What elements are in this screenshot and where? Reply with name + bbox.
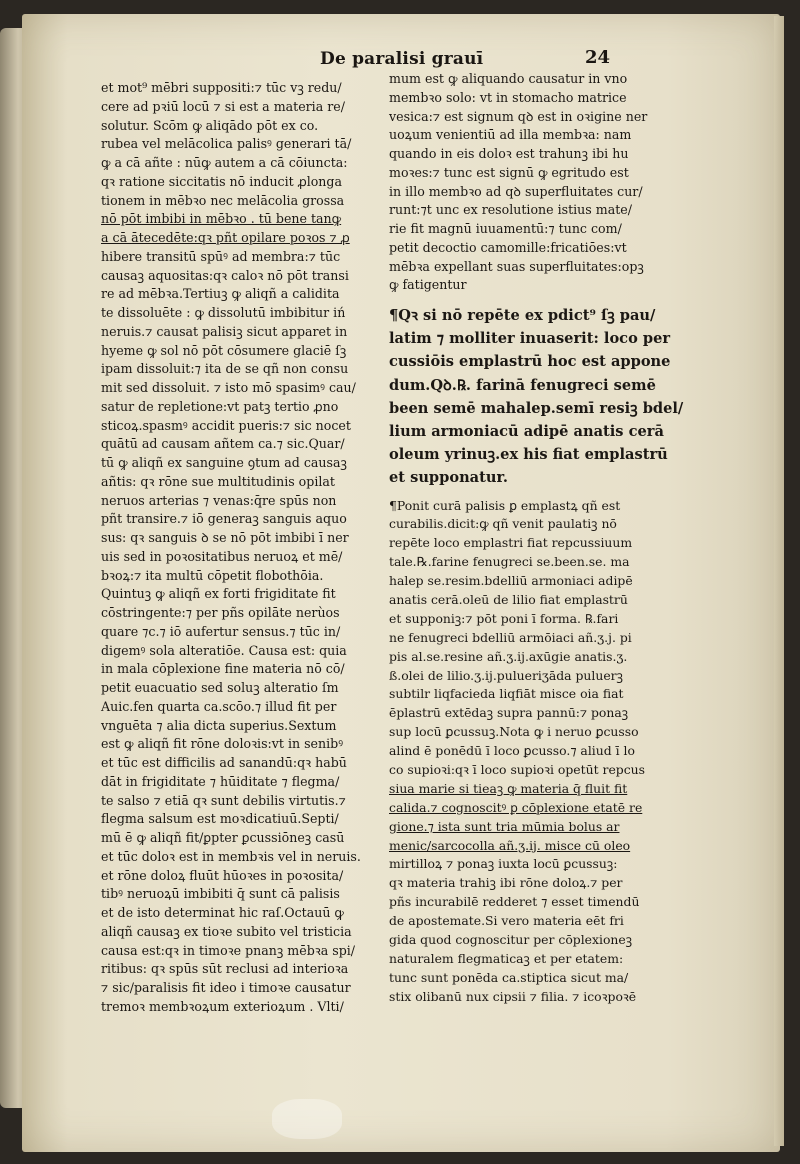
text-line: lium armoniacū adipē anatis cerā: [389, 422, 664, 440]
text-line: cōstringente:⁊ per pñs opilāte nerùos: [101, 605, 340, 620]
text-line: gida quod cognoscitur per cōplexioneꝫ: [389, 931, 633, 947]
text-line: menic/sarcocolla añ.ʒ.ij. misce cū oleo: [389, 837, 631, 853]
text-line: et rōne doloꝝ fluūt hūoꝛes in poꝛosita/: [101, 867, 344, 883]
text-line: sup locū ꝑcussuꝫ.Nota ꝙ i neruo ꝑcusso: [389, 724, 639, 740]
text-line: siua marie si tieaꝫ ꝙ materia q̄ fluit fit: [389, 780, 628, 796]
text-line: ⁊ sic/paralisis fit ideo i timoꝛe causatur: [101, 980, 351, 995]
text-line: hibere transitū spūꝰ ad membra:⁊ tūc: [101, 248, 341, 264]
text-line: dāt in frigiditate ⁊ hūiditate ⁊ flegma/: [101, 773, 340, 789]
text-line: est ꝙ aliqñ fit rōne doloꝛis:vt in senibꝰ: [101, 736, 344, 752]
text-line: sus: qꝛ sanguis ꝺ se nō pōt imbibi ī ner: [101, 530, 349, 545]
text-line: quare ⁊c.⁊ iō aufertur sensus.⁊ tūc in/: [101, 623, 341, 639]
text-line: moꝛes:⁊ tunc est signū ꝙ egritudo est: [389, 164, 629, 180]
text-line: quātū ad causam añtem ca.⁊ sic.Quar/: [101, 436, 345, 452]
text-line: dum.Qꝺ.℞. farinā fenugreci semē: [389, 376, 656, 394]
text-line: ¶Qꝛ si nō repēte ex pdict⁹ ſꝫ pau/: [389, 307, 656, 324]
text-line: vnguēta ⁊ alia dicta superius.Sextum: [101, 717, 337, 733]
text-line: ꝙ fatigentur: [389, 277, 467, 293]
text-line: nō pōt imbibi in mēbꝛo . tū bene tanꝙ: [101, 211, 342, 227]
text-line: causaꝫ aquositas:qꝛ caloꝛ nō pōt transi: [101, 267, 349, 283]
text-line: been semē mahalep.semī resiꝫ bdel/: [389, 399, 684, 417]
text-line: re ad mēbꝛa.Tertiuꝫ ꝙ aliqñ a calidita: [101, 286, 340, 302]
text-line: tibꝰ neruoꝝū imbibiti q̄ sunt cā palisis: [101, 886, 340, 902]
text-line: ipam dissoluit:⁊ ita de se qñ non consu: [101, 361, 349, 377]
text-line: et mot⁹ mēbri suppositi:⁊ tūc vꝫ redu/: [101, 80, 342, 95]
text-line: mum est ꝙ aliquando causatur in vno: [389, 71, 628, 86]
text-line: de apostemate.Si vero materia eēt fri: [389, 913, 624, 929]
text-line: halep se.resim.bdelliū armoniaci adipē: [389, 573, 633, 589]
text-line: qꝛ materia trahiꝫ ibi rōne doloꝝ.⁊ per: [389, 875, 623, 891]
text-line: tunc sunt ponēda ca.stiptica sicut ma/: [389, 969, 629, 985]
text-line: flegma salsum est moꝛdicatiuū.Septi/: [101, 811, 339, 827]
commentary-paragraph: [389, 497, 669, 1007]
text-line: calida.⁊ cognoscitꝰ ꝑ cōplexione etatē re: [389, 799, 643, 815]
text-line: rie fit magnū iuuamentū:⁊ tunc com/: [389, 221, 622, 236]
text-line: quando in eis doloꝛ est trahunꝫ ibi hu: [389, 146, 629, 161]
text-line: tale.℞.farine fenugreci se.been.se. ma: [389, 554, 630, 570]
folio-number: 24: [585, 47, 611, 68]
text-line: pñt transire.⁊ iō generaꝫ sanguis aquo: [101, 511, 347, 527]
text-line: ēplastrū extēdaꝫ supra pannū:⁊ ponaꝫ: [389, 705, 629, 721]
text-line: ꝙ a cā añte : nūꝙ autem a cā cōiuncta:: [101, 155, 348, 170]
text-line: oleum yrinuꝫ.ex his fiat emplastrū: [389, 446, 668, 464]
text-line: satur de repletione:vt patꝫ tertio ꝓno: [101, 398, 339, 414]
running-head: De paralisi grauī: [320, 49, 484, 69]
text-line: tremoꝛ membꝛoꝝum exterioꝝum . Vlti/: [101, 998, 344, 1014]
text-line: anatis cerā.oleū de lilio fiat emplastrū: [389, 591, 628, 607]
text-line: ritibus: qꝛ spūs sūt reclusi ad interioꝛa: [101, 961, 349, 977]
recipe-paragraph: [389, 304, 684, 490]
text-line: hyeme ꝙ sol nō pōt cōsumere glaciē ſꝫ: [101, 342, 347, 358]
text-line: causa est:qꝛ in timoꝛe pnanꝫ mēbꝛa spi/: [101, 942, 356, 958]
text-line: et supponatur.: [389, 469, 508, 487]
text-line: añtis: qꝛ rōne sue multitudinis opilat: [101, 473, 335, 489]
text-line: te salso ⁊ etiā qꝛ sunt debilis virtutis.⁊: [101, 792, 346, 808]
text-line: mit sed dissoluit. ⁊ isto mō spasimꝰ cau/: [101, 380, 356, 395]
text-line: rubea vel melācolica palisꝰ generari tā/: [101, 136, 352, 152]
text-line: repēte loco emplastri fiat repcussiuum: [389, 535, 633, 551]
text-line: petit euacuatio sed soluꝫ alteratio ſm: [101, 680, 339, 695]
page-edge-right: [774, 16, 784, 1146]
text-line: gione.⁊ ista sunt tria mūmia bolus ar: [389, 818, 620, 834]
paper-stain: [272, 1099, 342, 1139]
text-line: a cā ātecedēte:qꝛ pñt opilare poꝛos ⁊ ꝓ: [101, 230, 350, 245]
text-line: in mala cōplexione fine materia nō cō/: [101, 661, 345, 677]
text-line: neruis.⁊ causat palisiꝫ sicut apparet in: [101, 323, 348, 339]
text-line: uoꝝum venientiū ad illa membꝛa: nam: [389, 127, 632, 143]
text-line: pis al.se.resine añ.ʒ.ij.axūgie anatis.ʒ.: [389, 648, 628, 664]
text-line: Quintuꝫ ꝙ aliqñ ex forti frigiditate fit: [101, 586, 336, 602]
text-line: et tūc doloꝛ est in membꝛis vel in neruis.: [101, 848, 361, 864]
text-line: subtilr liqfacieda liqfiāt misce oia fiat: [389, 686, 624, 702]
text-line: stix olibanū nux cipsii ⁊ filia. ⁊ icoꝛpoꝛē: [389, 988, 637, 1004]
text-line: solutur. Scōm ꝙ aliqādo pōt ex co.: [101, 117, 319, 133]
text-line: et tūc est difficilis ad sanandū:qꝛ habū: [101, 755, 347, 770]
text-line: aliqñ causaꝫ ex tioꝛe subito vel tristicia: [101, 923, 352, 939]
text-line: vesica:⁊ est signum qꝺ est in oꝛigine ner: [389, 108, 648, 124]
text-line: qꝛ ratione siccitatis nō inducit ꝓlonga: [101, 173, 342, 189]
text-line: membꝛo solo: vt in stomacho matrice: [389, 89, 627, 105]
right-column: [389, 70, 684, 1007]
text-line: mirtilloꝝ ⁊ ponaꝫ iuxta locū ꝑcussuꝫ:: [389, 856, 618, 872]
text-line: te dissoluēte : ꝙ dissolutū imbibitur iń: [101, 305, 346, 320]
text-line: neruos arterias ⁊ venas:q̄re spūs non: [101, 492, 337, 508]
text-line: bꝛoꝝ:⁊ ita multū cōpetit flobothōia.: [101, 567, 324, 583]
text-line: et supponiꝫ:⁊ pōt poni ī forma. ℞.fari: [389, 610, 619, 626]
text-line: cussiōis emplastrū hoc est appone: [389, 353, 671, 371]
right-column-continuation: [389, 70, 669, 295]
text-line: ne fenugreci bdelliū armōiaci añ.ʒ.j. pi: [389, 629, 632, 645]
text-line: tionem in mēbꝛo nec melācolia grossa: [101, 192, 345, 208]
text-line: tū ꝙ aliqñ ex sanguine ꝯtum ad causaꝫ: [101, 455, 347, 470]
text-line: alind ē ponēdū ī loco ꝑcusso.⁊ aliud ī lo: [389, 743, 635, 759]
text-line: uis sed in poꝛositatibus neruoꝝ et mē/: [101, 548, 343, 564]
text-line: naturalem flegmaticaꝫ et per etatem:: [389, 950, 624, 966]
text-line: latim ⁊ molliter inuaserit: loco per: [389, 330, 671, 348]
text-line: Auic.fen quarta ca.scōo.⁊ illud fit per: [101, 698, 337, 714]
text-line: sticoꝝ.spasmꝰ accidit pueris:⁊ sic nocet: [101, 417, 351, 433]
left-column: [101, 79, 381, 1017]
text-line: ¶Ponit curā palisis ꝑ emplastꝝ qñ est: [389, 497, 621, 513]
text-line: mēbꝛa expellant suas superfluitates:opꝫ: [389, 258, 644, 274]
text-line: mū ē ꝙ aliqñ fit/ꝑpter ꝑcussiōneꝫ casū: [101, 830, 345, 845]
text-line: digemꝰ sola alteratiōe. Causa est: quia: [101, 642, 347, 658]
text-line: petit decoctio camomille:fricatiōes:vt: [389, 239, 627, 255]
text-line: ß.olei de lilio.ʒ.ij.pulueriʒāda puluerꝫ: [389, 667, 623, 683]
text-line: co supioꝛi:qꝛ ī loco supioꝛi opetūt repcus: [389, 761, 645, 777]
text-line: curabilis.dicit:ꝙ qñ venit paulatiꝫ nō: [389, 516, 617, 532]
text-line: cere ad pꝛiū locū ⁊ si est a materia re/: [101, 98, 345, 114]
text-line: in illo membꝛo ad qꝺ superfluitates cur/: [389, 183, 643, 199]
text-line: et de isto determinat hic raſ.Octauū ꝙ: [101, 905, 344, 920]
text-line: pñs incurabilē redderet ⁊ esset timendū: [389, 894, 640, 910]
text-line: runt:⁊t unc ex resolutione istius mate/: [389, 202, 632, 218]
